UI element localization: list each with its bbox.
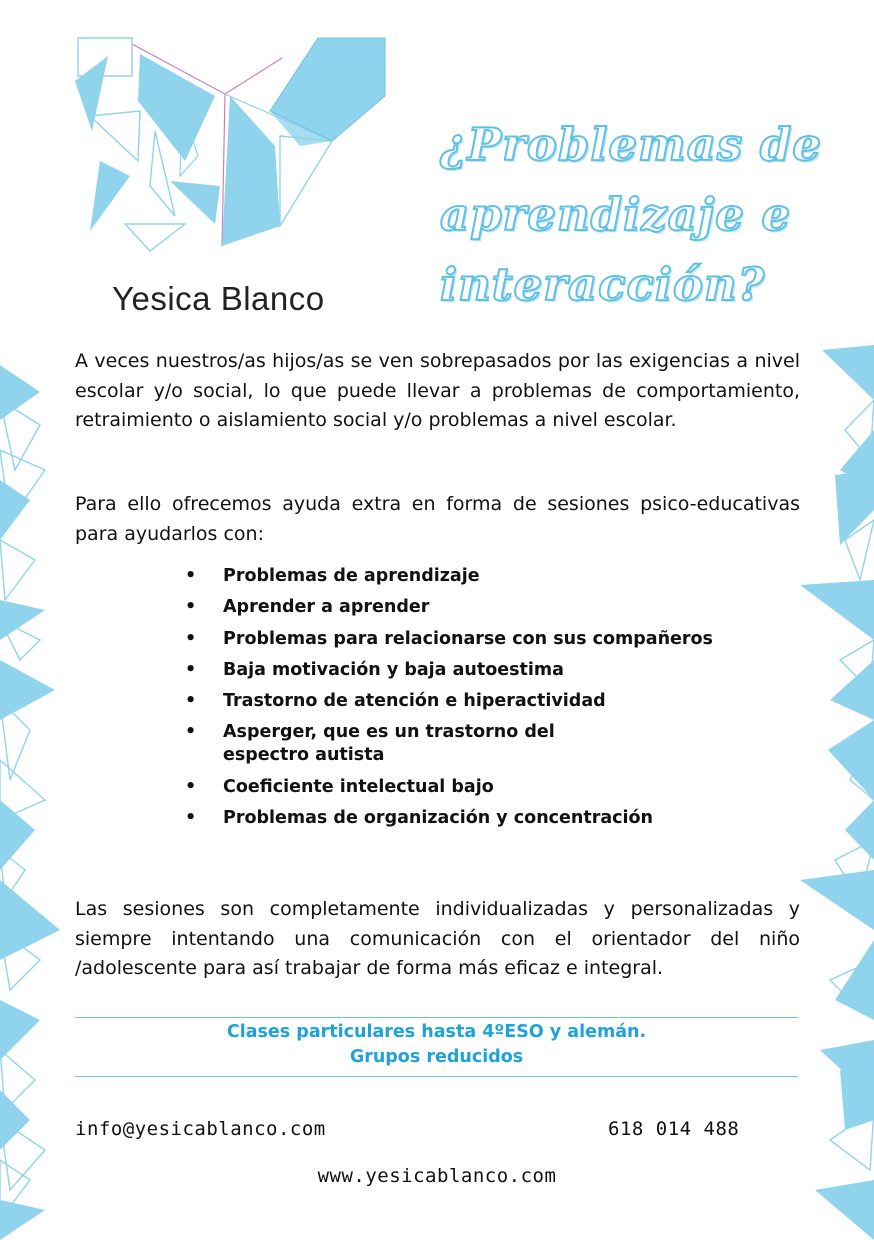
website-link[interactable]: www.yesicablanco.com xyxy=(317,1165,557,1187)
butterfly-logo-icon xyxy=(70,36,390,266)
intro-paragraph-2: Para ello ofrecemos ayuda extra en forma de sesiones psico-educativas para ayudarlos con: xyxy=(75,493,800,545)
headline-line-1: ¿Problemas de xyxy=(440,118,822,171)
headline-line-2: aprendizaje e xyxy=(440,188,792,241)
bullet-icon: • xyxy=(185,566,197,586)
bullet-icon: • xyxy=(185,628,197,649)
divider-top xyxy=(75,1017,798,1018)
list-item: • Problemas de aprendizaje xyxy=(185,566,480,586)
closing-paragraph: Las sesiones son completamente individualizadas y personalizadas y siempre intentando una comunicación con el orientador del niño /adolescente para así trabajar de forma más eficaz e integral. xyxy=(75,898,800,979)
promo-line-1: Clases particulares hasta 4ºESO y alemán. xyxy=(226,1022,647,1042)
email-link[interactable]: info@yesicablanco.com xyxy=(75,1118,326,1140)
brand-name: Yesica Blanco xyxy=(112,280,325,317)
services-list xyxy=(185,565,745,838)
list-item: • Problemas para relacionarse con sus compañeros xyxy=(185,628,713,649)
bullet-icon: • xyxy=(185,722,197,743)
promo-box xyxy=(75,1020,798,1070)
list-item: • Asperger, que es un trastorno del espectro autista xyxy=(185,722,555,766)
headline-line-3: interacción? xyxy=(440,258,766,311)
bullet-icon: • xyxy=(185,691,197,712)
bullet-icon: • xyxy=(185,776,197,797)
headline xyxy=(440,110,860,320)
bullet-icon: • xyxy=(185,808,197,829)
list-item: • Coeficiente intelectual bajo xyxy=(185,776,494,797)
list-item: • Trastorno de atención e hiperactividad xyxy=(185,691,606,712)
list-item: • Aprender a aprender xyxy=(185,597,430,618)
phone-number[interactable]: 618 014 488 xyxy=(608,1118,740,1140)
list-item: • Problemas de organización y concentración xyxy=(185,808,654,829)
list-item: • Baja motivación y baja autoestima xyxy=(185,659,564,680)
divider-bottom xyxy=(75,1076,798,1077)
bullet-icon: • xyxy=(185,659,197,680)
intro-paragraph-1: A veces nuestros/as hijos/as se ven sobrepasados por las exigencias a nivel escolar y/o social, lo que puede llevar a problemas de comportamiento, retraimiento o aislamiento social y/o problemas a nivel escolar. xyxy=(75,350,800,431)
bullet-icon: • xyxy=(185,597,197,618)
promo-line-2: Grupos reducidos xyxy=(349,1047,524,1067)
